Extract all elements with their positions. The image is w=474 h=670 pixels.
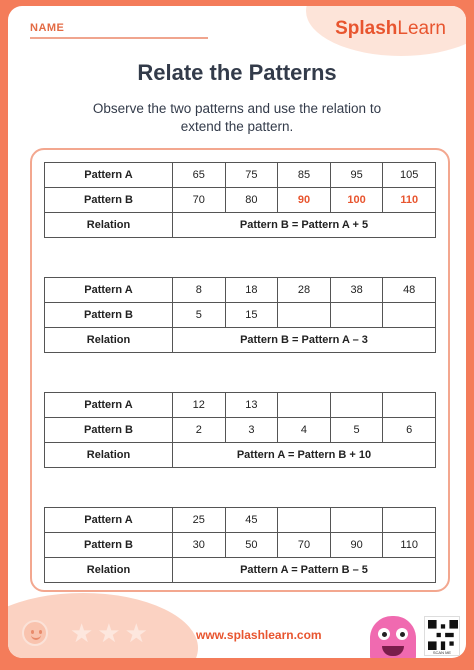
cell-b: 5: [173, 303, 226, 328]
pattern-table-3: [44, 392, 436, 468]
instructions: Observe the two patterns and use the relation to extend the pattern.: [92, 101, 382, 134]
blank-cell[interactable]: [330, 393, 383, 418]
row-header-pattern-a: Pattern A: [45, 393, 173, 418]
page-title: Relate the Patterns: [137, 60, 337, 85]
blank-cell[interactable]: [278, 508, 331, 533]
cell-a: 38: [330, 278, 383, 303]
cell-a: 105: [383, 163, 436, 188]
cell-b: 3: [225, 418, 278, 443]
stars-icon: ★★★: [70, 618, 152, 648]
relation-rule: Pattern B = Pattern A + 5: [173, 213, 436, 238]
cell-a: 65: [173, 163, 226, 188]
relation-rule: Pattern B = Pattern A – 3: [173, 328, 436, 353]
row-header-pattern-a: Pattern A: [45, 508, 173, 533]
name-label: NAME: [30, 22, 65, 34]
pattern-table-1: [44, 162, 436, 238]
smiley-face-icon: [22, 620, 48, 646]
cell-b: 50: [225, 533, 278, 558]
cell-b: 2: [173, 418, 226, 443]
cell-a: 95: [330, 163, 383, 188]
cell-b: 5: [330, 418, 383, 443]
blank-cell[interactable]: [330, 303, 383, 328]
qr-pattern: [428, 620, 458, 650]
cell-a: 48: [383, 278, 436, 303]
mascot-monster-icon: [370, 616, 416, 658]
row-header-pattern-b: Pattern B: [45, 188, 173, 213]
footer-url[interactable]: www.splashlearn.com: [196, 628, 322, 642]
row-header-pattern-b: Pattern B: [45, 533, 173, 558]
cell-a: 85: [278, 163, 331, 188]
cell-b: 15: [225, 303, 278, 328]
cell-b: 80: [225, 188, 278, 213]
cell-a: 75: [225, 163, 278, 188]
brand-part1: Splash: [335, 18, 398, 39]
answer-cell: 100: [330, 188, 383, 213]
cell-a: 13: [225, 393, 278, 418]
cell-a: 25: [173, 508, 226, 533]
cell-b: 70: [173, 188, 226, 213]
cell-b: 30: [173, 533, 226, 558]
pattern-table-4: [44, 507, 436, 583]
pattern-table-2: [44, 277, 436, 353]
row-header-relation: Relation: [45, 558, 173, 583]
row-header-pattern-a: Pattern A: [45, 163, 173, 188]
answer-cell: 110: [383, 188, 436, 213]
qr-caption: SCAN ME: [432, 650, 452, 655]
row-header-relation: Relation: [45, 328, 173, 353]
cell-a: 18: [225, 278, 278, 303]
row-header-pattern-a: Pattern A: [45, 278, 173, 303]
blank-cell[interactable]: [383, 303, 436, 328]
blank-cell[interactable]: [278, 303, 331, 328]
relation-rule: Pattern A = Pattern B – 5: [173, 558, 436, 583]
tables-container: [30, 148, 450, 592]
row-header-pattern-b: Pattern B: [45, 418, 173, 443]
cell-b: 110: [383, 533, 436, 558]
cell-b: 6: [383, 418, 436, 443]
row-header-relation: Relation: [45, 443, 173, 468]
worksheet: [8, 6, 466, 658]
blank-cell[interactable]: [330, 508, 383, 533]
cell-a: 28: [278, 278, 331, 303]
row-header-relation: Relation: [45, 213, 173, 238]
cell-a: 45: [225, 508, 278, 533]
blank-cell[interactable]: [278, 393, 331, 418]
brand-logo: [335, 18, 446, 40]
blank-cell[interactable]: [383, 393, 436, 418]
blank-cell[interactable]: [383, 508, 436, 533]
answer-cell: 90: [278, 188, 331, 213]
cell-b: 70: [278, 533, 331, 558]
cell-b: 90: [330, 533, 383, 558]
qr-code-icon: [424, 616, 460, 656]
row-header-pattern-b: Pattern B: [45, 303, 173, 328]
cell-a: 12: [173, 393, 226, 418]
relation-rule: Pattern A = Pattern B + 10: [173, 443, 436, 468]
brand-part2: Learn: [397, 18, 446, 39]
cell-a: 8: [173, 278, 226, 303]
cell-b: 4: [278, 418, 331, 443]
name-line[interactable]: [30, 37, 208, 39]
